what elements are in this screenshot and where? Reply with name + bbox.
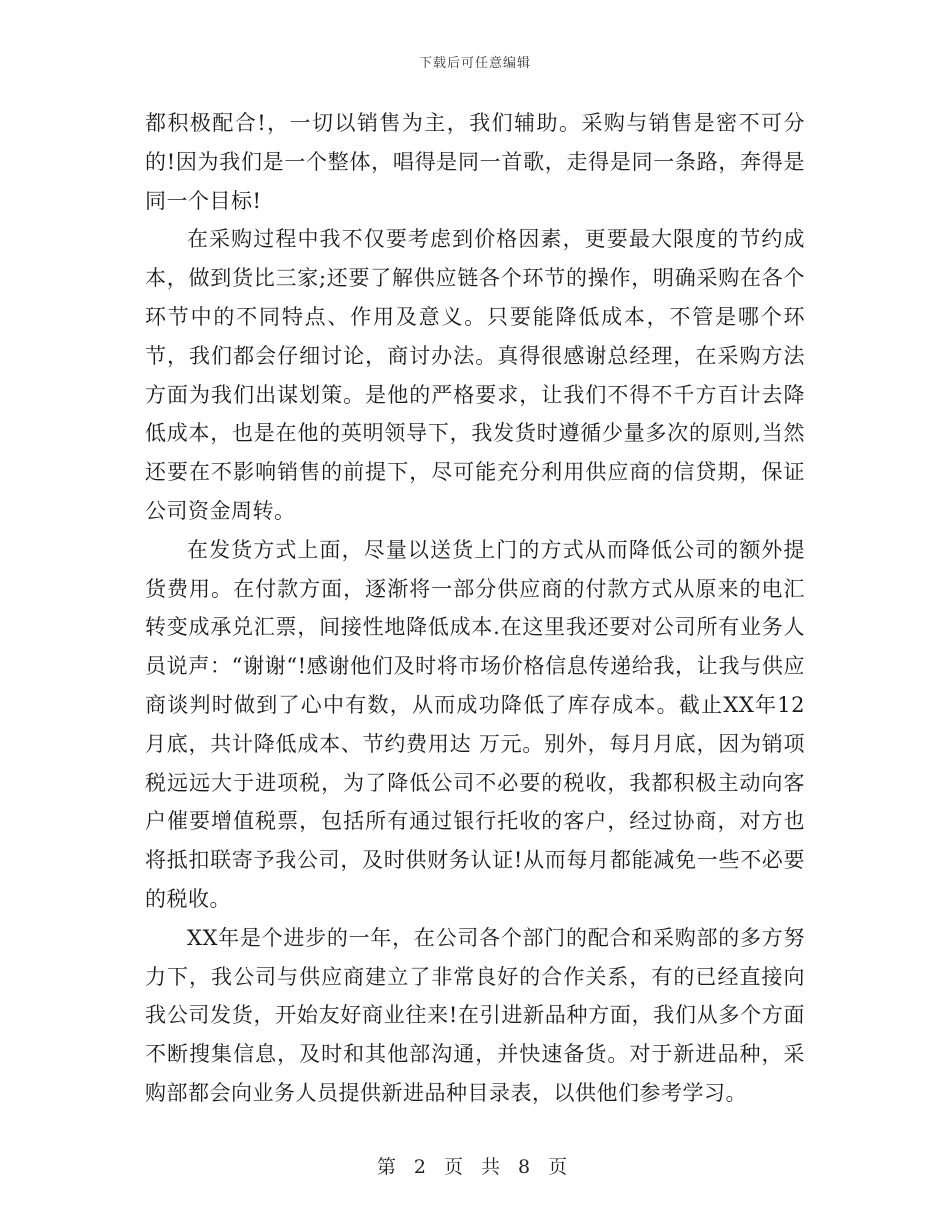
page-number: 第 2 页 共 8 页: [376, 1156, 574, 1178]
paragraph: 在采购过程中我不仅要考虑到价格因素，更要最大限度的节约成本，做到货比三家;还要了解供应链各个环节的操作，明确采购在各个环节中的不同特点、作用及意义。只要能降低成本，不管是哪个环节，我们都会仔细讨论，商讨办法。真得很感谢总经理，在采购方法方面为我们出谋划策。是他的严格要求，让我们不得不千方百计去降低成本，也是在他的英明领导下，我发货时遵循少量多次的原则,当然还要在不影响销售的前提下，尽可能充分利用供应商的信贷期，保证公司资金周转。: [145, 227, 805, 523]
header-note: 下载后可任意编辑: [418, 56, 531, 71]
document-body: [145, 104, 805, 1113]
paragraph: 都积极配合!，一切以销售为主，我们辅助。采购与销售是密不可分的!因为我们是一个整体，唱得是同一首歌，走得是同一条路，奔得是同一个目标!: [145, 111, 805, 213]
paragraph: 在发货方式上面，尽量以送货上门的方式从而降低公司的额外提货费用。在付款方面，逐渐将一部分供应商的付款方式从原来的电汇转变成承兑汇票，间接性地降低成本.在这里我还要对公司所有业务人员说声：“谢谢“!感谢他们及时将市场价格信息传递给我，让我与供应商谈判时做到了心中有数，从而成功降低了库存成本。截止XX年12月底，共计降低成本、节约费用达 万元。别外，每月月底，因为销项税远远大于进项税，为了降低公司不必要的税收，我都积极主动向客户催要增值税票，包括所有通过银行托收的客户，经过协商，对方也将抵扣联寄予我公司，及时供财务认证!从而每月都能减免一些不必要的税收。: [145, 537, 805, 911]
paragraph: XX年是个进步的一年，在公司各个部门的配合和采购部的多方努力下，我公司与供应商建立了非常良好的合作关系，有的已经直接向我公司发货，开始友好商业往来!在引进新品种方面，我们从多个方面不断搜集信息，及时和其他部沟通，并快速备货。对于新进品种，采购部都会向业务人员提供新进品种目录表，以供他们参考学习。: [145, 925, 805, 1105]
